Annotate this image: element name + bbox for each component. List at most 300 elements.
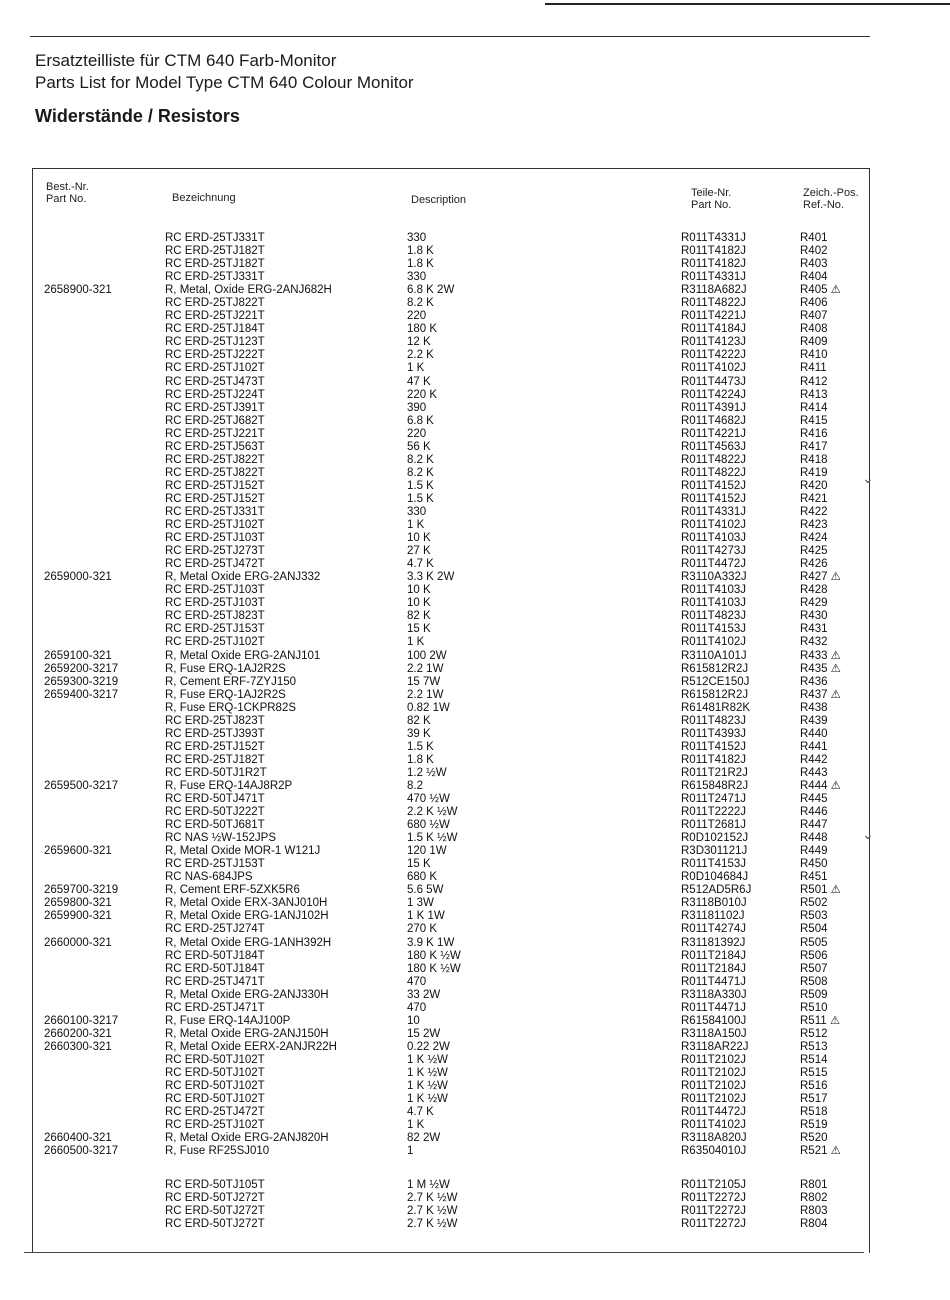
cell-bezeichnung: RC ERD-25TJ822T <box>165 453 265 466</box>
cell-ref-no: R519 <box>800 1119 828 1132</box>
cell-part-no: 2659700-3219 <box>44 884 119 897</box>
cell-bezeichnung: RC ERD-25TJ393T <box>165 727 265 740</box>
cell-teile-nr: R011T2102J <box>681 1067 746 1079</box>
cell-description: 1.8 K <box>407 753 434 766</box>
header-zeich-pos: Zeich.-Pos. <box>803 187 859 199</box>
cell-teile-nr: R011T4123J <box>681 336 746 349</box>
cell-teile-nr: R011T4823J <box>681 610 746 623</box>
header-ref-no <box>803 187 859 211</box>
cell-bezeichnung: RC NAS ½W-152JPS <box>165 832 276 845</box>
cell-part-no <box>44 245 118 258</box>
cell-description: 220 <box>407 310 427 323</box>
cell-description: 6.8 K <box>407 414 434 427</box>
cell-ref-no: R421 <box>800 492 828 505</box>
cell-bezeichnung: RC NAS-684JPS <box>165 871 253 884</box>
cell-bezeichnung: RC ERD-25TJ152T <box>165 479 265 492</box>
cell-part-no <box>44 506 118 519</box>
cell-description: 1 K 1W <box>407 910 445 923</box>
cell-ref-no: R428 <box>800 584 828 597</box>
cell-bezeichnung: RC ERD-50TJ1R2T <box>165 766 267 779</box>
cell-bezeichnung: RC ERD-50TJ272T <box>165 1218 265 1231</box>
cell-ref-no: R411 <box>800 362 827 375</box>
cell-part-no <box>44 519 118 532</box>
cell-ref-no: R503 <box>800 910 828 923</box>
cell-ref-no: R444 ⚠ <box>800 779 841 792</box>
cell-bezeichnung: R, Metal Oxide ERG-2ANJ101 <box>165 649 321 662</box>
cell-ref-no: R437 ⚠ <box>800 688 841 701</box>
cell-teile-nr: R011T4331J <box>681 232 746 244</box>
cell-bezeichnung: RC ERD-25TJ103T <box>165 532 265 545</box>
cell-teile-nr: R011T4473J <box>681 375 746 388</box>
cell-teile-nr: R3118B010J <box>681 897 747 910</box>
cell-description: 10 K <box>407 584 431 597</box>
cell-ref-no: R517 <box>800 1093 828 1106</box>
cell-bezeichnung: RC ERD-25TJ102T <box>165 362 265 375</box>
cell-teile-nr: R011T21R2J <box>681 766 748 779</box>
cell-teile-nr: R011T4563J <box>681 440 746 453</box>
cell-description: 4.7 K <box>407 1106 434 1119</box>
cell-description: 33 2W <box>407 988 441 1001</box>
cell-part-no <box>44 832 118 845</box>
cell-bezeichnung: R, Metal Oxide ERG-2ANJ150H <box>165 1027 329 1040</box>
cell-part-no <box>44 793 118 806</box>
cell-ref-no: R415 <box>800 414 828 427</box>
cell-ref-no: R429 <box>800 597 828 610</box>
cell-description: 0.22 2W <box>407 1040 450 1053</box>
cell-ref-no: R412 <box>800 375 828 388</box>
cell-description: 12 K <box>407 336 431 349</box>
cell-teile-nr: R011T4331J <box>681 271 746 284</box>
cell-description: 82 2W <box>407 1132 441 1145</box>
cell-teile-nr: R61481R82K <box>681 701 751 714</box>
cell-bezeichnung: RC ERD-25TJ222T <box>165 349 265 362</box>
cell-part-no <box>44 271 118 284</box>
cell-bezeichnung: RC ERD-50TJ471T <box>165 793 265 806</box>
cell-ref-no: R450 <box>800 858 828 871</box>
cell-bezeichnung: RC ERD-25TJ152T <box>165 492 265 505</box>
cell-teile-nr: R011T4103J <box>681 532 746 545</box>
cell-ref-no: R436 <box>800 675 828 688</box>
cell-description: 15 2W <box>407 1027 441 1040</box>
cell-teile-nr: R011T4471J <box>681 975 746 988</box>
cell-ref-no: R438 <box>800 701 828 714</box>
cell-part-no: 2658900-321 <box>44 284 112 297</box>
cell-teile-nr: R615812R2J <box>681 688 749 701</box>
cell-description: 8.2 K <box>407 453 434 466</box>
column-ref-no <box>800 232 841 1158</box>
cell-ref-no: R802 <box>800 1192 828 1205</box>
cell-teile-nr: R011T4472J <box>681 1106 746 1119</box>
cell-part-no <box>44 258 118 271</box>
header-bezeichnung: Bezeichnung <box>172 192 236 204</box>
title-german: Ersatzteilliste für CTM 640 Farb-Monitor <box>35 51 337 70</box>
cell-part-no: 2660300-321 <box>44 1040 112 1053</box>
cell-teile-nr: R011T4103J <box>681 584 746 597</box>
cell-teile-nr: R011T2272J <box>681 1205 746 1218</box>
cell-bezeichnung: RC ERD-25TJ274T <box>165 923 265 936</box>
cell-ref-no: R441 <box>800 740 828 753</box>
cell-bezeichnung: RC ERD-25TJ102T <box>165 1119 265 1132</box>
cell-ref-no: R518 <box>800 1106 828 1119</box>
cell-bezeichnung: RC ERD-25TJ331T <box>165 271 265 284</box>
cell-teile-nr: R3118AR22J <box>681 1040 749 1053</box>
cell-teile-nr: R011T4152J <box>681 479 746 492</box>
cell-description: 1 K <box>407 1119 425 1132</box>
cell-ref-no: R420 <box>800 479 828 492</box>
cell-ref-no: R413 <box>800 388 828 401</box>
cell-part-no <box>44 597 118 610</box>
cell-bezeichnung: RC ERD-25TJ822T <box>165 466 265 479</box>
cell-teile-nr: R011T2184J <box>681 962 746 975</box>
cell-part-no <box>44 532 118 545</box>
cell-bezeichnung: RC ERD-25TJ682T <box>165 414 265 427</box>
cell-part-no <box>44 923 118 936</box>
cell-description: 8.2 <box>407 779 423 792</box>
cell-part-no: 2660400-321 <box>44 1132 112 1145</box>
cell-bezeichnung: R, Metal Oxide MOR-1 W121J <box>165 845 321 858</box>
cell-part-no <box>44 402 118 415</box>
cell-teile-nr: R011T4103J <box>681 597 746 610</box>
cell-ref-no: R801 <box>800 1179 828 1191</box>
cell-description: 100 2W <box>407 649 447 662</box>
cell-bezeichnung: RC ERD-25TJ472T <box>165 558 265 571</box>
cell-bezeichnung: RC ERD-25TJ331T <box>165 232 265 244</box>
cell-description: 15 K <box>407 858 431 871</box>
cell-description: 1 K ½W <box>407 1067 448 1079</box>
cell-description: 330 <box>407 271 427 284</box>
cell-bezeichnung: RC ERD-25TJ182T <box>165 753 265 766</box>
cell-part-no <box>44 558 118 571</box>
cell-ref-no: R402 <box>800 245 828 258</box>
cell-bezeichnung: RC ERD-25TJ123T <box>165 336 265 349</box>
cell-part-no <box>44 1002 118 1015</box>
cell-description: 56 K <box>407 440 431 453</box>
cell-part-no <box>44 336 118 349</box>
cell-ref-no: R512 <box>800 1027 828 1040</box>
cell-description: 1.2 ½W <box>407 766 447 779</box>
cell-part-no: 2659800-321 <box>44 897 112 910</box>
cell-description: 5.6 5W <box>407 884 444 897</box>
cell-teile-nr: R011T4182J <box>681 245 746 258</box>
cell-ref-no: R425 <box>800 545 828 558</box>
cell-bezeichnung: RC ERD-25TJ823T <box>165 610 265 623</box>
cell-description: 1 M ½W <box>407 1179 450 1191</box>
cell-part-no <box>44 963 118 976</box>
cell-description: 1.5 K <box>407 740 434 753</box>
cell-description: 1.8 K <box>407 245 434 258</box>
cell-description: 1 K ½W <box>407 1080 448 1093</box>
cell-part-no <box>44 362 118 375</box>
cell-ref-no: R435 ⚠ <box>800 662 841 675</box>
punch-mark-icon: ⌄ <box>862 470 874 486</box>
cell-teile-nr: R011T4102J <box>681 1119 746 1132</box>
cell-teile-nr: R3110A332J <box>681 571 747 584</box>
cell-description: 470 <box>407 975 427 988</box>
cell-part-no <box>44 389 118 402</box>
cell-teile-nr: R011T4472J <box>681 558 746 571</box>
cell-part-no <box>44 441 118 454</box>
cell-bezeichnung: RC ERD-25TJ273T <box>165 545 265 558</box>
cell-part-no <box>44 1067 118 1080</box>
header-teile-nr-de: Teile-Nr. <box>691 187 732 199</box>
cell-description: 2.2 K <box>407 349 434 362</box>
cell-teile-nr: R63504010J <box>681 1145 747 1158</box>
cell-teile-nr: R3110A101J <box>681 649 747 662</box>
cell-teile-nr: R011T2105J <box>681 1179 746 1191</box>
cell-description: 2.7 K ½W <box>407 1218 458 1231</box>
cell-teile-nr: R3D301121J <box>681 845 748 858</box>
cell-teile-nr: R011T4102J <box>681 519 746 532</box>
cell-ref-no: R508 <box>800 975 828 988</box>
top-rule <box>545 3 950 5</box>
cell-bezeichnung: R, Fuse ERQ-14AJ8R2P <box>165 779 293 792</box>
cell-ref-no: R507 <box>800 962 828 975</box>
cell-bezeichnung: RC ERD-25TJ221T <box>165 310 265 323</box>
cell-part-no <box>44 1119 118 1132</box>
cell-part-no: 2659600-321 <box>44 845 112 858</box>
header-teile-nr-en: Part No. <box>691 199 732 211</box>
cell-part-no <box>44 715 118 728</box>
column-bezeichnung-group2 <box>165 1179 265 1231</box>
cell-part-no <box>44 376 118 389</box>
cell-part-no <box>44 989 118 1002</box>
cell-ref-no: R403 <box>800 258 828 271</box>
cell-ref-no: R419 <box>800 466 828 479</box>
cell-bezeichnung: RC ERD-25TJ563T <box>165 440 265 453</box>
cell-ref-no: R426 <box>800 558 828 571</box>
cell-description: 6.8 K 2W <box>407 284 455 297</box>
cell-teile-nr: R011T4224J <box>681 388 746 401</box>
cell-part-no: 2659200-3217 <box>44 662 119 675</box>
cell-description: 1 <box>407 1145 414 1158</box>
cell-teile-nr: R512AD5R6J <box>681 884 752 897</box>
header-description: Description <box>411 194 467 206</box>
cell-teile-nr: R011T4153J <box>681 858 746 871</box>
column-teile-nr-group2 <box>681 1179 746 1231</box>
cell-bezeichnung: R, Metal Oxide ERG-2ANJ332 <box>165 571 321 584</box>
cell-ref-no: R511 ⚠ <box>800 1014 841 1027</box>
cell-part-no <box>44 467 118 480</box>
cell-ref-no: R430 <box>800 610 828 623</box>
cell-ref-no: R509 <box>800 988 828 1001</box>
cell-teile-nr: R011T2102J <box>681 1053 746 1066</box>
cell-description: 2.7 K ½W <box>407 1205 458 1218</box>
cell-teile-nr: R0D104684J <box>681 871 749 884</box>
header-part-no-de: Best.-Nr. <box>46 181 89 193</box>
cell-description: 82 K <box>407 610 431 623</box>
header-part-no-en: Part No. <box>46 193 87 205</box>
cell-ref-no: R514 <box>800 1053 828 1066</box>
column-bezeichnung <box>165 232 337 1158</box>
cell-part-no: 2660000-321 <box>44 936 112 949</box>
cell-teile-nr: R0D102152J <box>681 832 749 845</box>
cell-ref-no: R502 <box>800 897 828 910</box>
cell-bezeichnung: R, Metal Oxide ERG-1ANJ102H <box>165 910 329 923</box>
cell-part-no <box>44 454 118 467</box>
cell-bezeichnung: RC ERD-25TJ182T <box>165 245 265 258</box>
cell-bezeichnung: RC ERD-50TJ184T <box>165 962 265 975</box>
cell-teile-nr: R011T4391J <box>681 401 746 414</box>
cell-description: 1 K <box>407 636 425 649</box>
cell-part-no <box>44 310 118 323</box>
cell-teile-nr: R011T4152J <box>681 740 746 753</box>
cell-description: 2.7 K ½W <box>407 1192 458 1205</box>
cell-ref-no: R405 ⚠ <box>800 284 841 297</box>
cell-bezeichnung: RC ERD-50TJ272T <box>165 1192 265 1205</box>
cell-ref-no: R439 <box>800 714 828 727</box>
cell-bezeichnung: RC ERD-25TJ153T <box>165 623 265 636</box>
cell-teile-nr: R011T4822J <box>681 466 746 479</box>
cell-ref-no: R417 <box>800 440 828 453</box>
cell-description: 0.82 1W <box>407 701 450 714</box>
cell-part-no <box>44 297 118 310</box>
cell-part-no <box>44 819 118 832</box>
cell-ref-no: R447 <box>800 819 828 832</box>
punch-mark-icon: ⌄ <box>862 826 874 842</box>
cell-part-no <box>44 428 118 441</box>
cell-bezeichnung: RC ERD-50TJ102T <box>165 1080 265 1093</box>
cell-bezeichnung: RC ERD-25TJ331T <box>165 505 265 518</box>
cell-ref-no: R504 <box>800 923 828 936</box>
cell-teile-nr: R3118A682J <box>681 284 747 297</box>
cell-bezeichnung: RC ERD-25TJ103T <box>165 584 265 597</box>
cell-teile-nr: R011T4471J <box>681 1001 746 1014</box>
cell-description: 330 <box>407 505 427 518</box>
cell-teile-nr: R615812R2J <box>681 662 749 675</box>
cell-bezeichnung: R, Metal, Oxide ERG-2ANJ682H <box>165 284 332 297</box>
header-rule <box>30 36 870 37</box>
cell-bezeichnung: R, Metal Oxide ERG-2ANJ820H <box>165 1132 329 1145</box>
cell-description: 180 K <box>407 323 438 336</box>
cell-description: 390 <box>407 401 427 414</box>
cell-ref-no: R521 ⚠ <box>800 1145 841 1158</box>
cell-description: 47 K <box>407 375 431 388</box>
cell-ref-no: R449 <box>800 845 828 858</box>
cell-bezeichnung: R, Metal Oxide ERG-1ANH392H <box>165 936 332 949</box>
cell-bezeichnung: RC ERD-50TJ105T <box>165 1179 265 1191</box>
cell-teile-nr: R011T2471J <box>681 793 746 806</box>
column-teile-nr <box>681 232 751 1158</box>
cell-part-no <box>44 545 118 558</box>
cell-bezeichnung: RC ERD-25TJ152T <box>165 740 265 753</box>
cell-ref-no: R423 <box>800 519 828 532</box>
cell-description: 1 K <box>407 362 425 375</box>
cell-teile-nr: R31181102J <box>681 910 745 923</box>
cell-ref-no: R448 <box>800 832 828 845</box>
cell-bezeichnung: RC ERD-25TJ471T <box>165 1001 265 1014</box>
cell-description: 1 K ½W <box>407 1093 448 1106</box>
cell-part-no: 2659900-321 <box>44 910 112 923</box>
cell-description: 1 3W <box>407 897 434 910</box>
cell-ref-no: R443 <box>800 766 828 779</box>
cell-description: 470 <box>407 1001 427 1014</box>
cell-teile-nr: R011T4274J <box>681 923 746 936</box>
cell-description: 10 K <box>407 532 431 545</box>
cell-ref-no: R510 <box>800 1001 828 1014</box>
cell-bezeichnung: R, Fuse RF25SJ010 <box>165 1145 270 1158</box>
cell-bezeichnung: RC ERD-25TJ153T <box>165 858 265 871</box>
cell-part-no <box>44 1080 118 1093</box>
cell-ref-no: R446 <box>800 806 828 819</box>
cell-ref-no: R442 <box>800 753 828 766</box>
cell-part-no <box>44 610 118 623</box>
cell-ref-no: R422 <box>800 505 828 518</box>
cell-part-no <box>44 728 118 741</box>
cell-bezeichnung: RC ERD-25TJ102T <box>165 519 265 532</box>
cell-ref-no: R410 <box>800 349 828 362</box>
cell-ref-no: R408 <box>800 323 828 336</box>
cell-description: 27 K <box>407 545 431 558</box>
cell-bezeichnung: R, Fuse ERQ-14AJ100P <box>165 1014 291 1027</box>
cell-bezeichnung: RC ERD-25TJ823T <box>165 714 265 727</box>
cell-teile-nr: R011T2272J <box>681 1192 746 1205</box>
cell-description: 330 <box>407 232 427 244</box>
cell-teile-nr: R011T4182J <box>681 258 746 271</box>
cell-part-no: 2660500-3217 <box>44 1145 119 1158</box>
cell-description: 10 <box>407 1014 420 1027</box>
cell-description: 180 K ½W <box>407 949 461 962</box>
cell-ref-no: R803 <box>800 1205 828 1218</box>
header-part-no <box>46 181 89 205</box>
cell-teile-nr: R3118A150J <box>681 1027 747 1040</box>
cell-teile-nr: R011T4152J <box>681 492 746 505</box>
cell-description: 39 K <box>407 727 431 740</box>
cell-part-no <box>44 1106 118 1119</box>
cell-teile-nr: R011T4221J <box>681 310 746 323</box>
cell-bezeichnung: RC ERD-50TJ184T <box>165 949 265 962</box>
title-english: Parts List for Model Type CTM 640 Colour Monitor <box>35 73 414 92</box>
cell-description: 2.2 1W <box>407 688 444 701</box>
cell-part-no <box>44 623 118 636</box>
cell-ref-no: R516 <box>800 1080 828 1093</box>
cell-teile-nr: R3118A330J <box>681 988 747 1001</box>
cell-teile-nr: R011T4153J <box>681 623 746 636</box>
cell-ref-no: R506 <box>800 949 828 962</box>
cell-ref-no: R407 <box>800 310 828 323</box>
cell-description: 220 <box>407 427 427 440</box>
cell-bezeichnung: RC ERD-25TJ182T <box>165 258 265 271</box>
cell-part-no: 2659000-321 <box>44 571 112 584</box>
cell-part-no <box>44 702 118 715</box>
cell-part-no <box>44 232 118 245</box>
cell-teile-nr: R011T4823J <box>681 714 746 727</box>
section-heading: Widerstände / Resistors <box>35 106 240 126</box>
cell-teile-nr: R011T2102J <box>681 1093 746 1106</box>
cell-description: 15 7W <box>407 675 441 688</box>
cell-teile-nr: R011T2184J <box>681 949 746 962</box>
cell-part-no <box>44 754 118 767</box>
cell-part-no: 2659300-3219 <box>44 675 119 688</box>
cell-description: 1.8 K <box>407 258 434 271</box>
cell-teile-nr: R011T4221J <box>681 427 746 440</box>
cell-ref-no: R401 <box>800 232 828 244</box>
cell-teile-nr: R011T4331J <box>681 505 746 518</box>
cell-teile-nr: R011T4182J <box>681 753 746 766</box>
cell-part-no <box>44 767 118 780</box>
cell-teile-nr: R011T4102J <box>681 636 746 649</box>
cell-teile-nr: R011T4822J <box>681 297 746 310</box>
cell-description: 3.9 K 1W <box>407 936 455 949</box>
cell-description: 1 K <box>407 519 425 532</box>
cell-part-no <box>44 349 118 362</box>
cell-ref-no: R445 <box>800 793 828 806</box>
cell-ref-no: R513 <box>800 1040 828 1053</box>
cell-part-no: 2659100-321 <box>44 649 112 662</box>
cell-part-no <box>44 584 118 597</box>
cell-description: 8.2 K <box>407 466 434 479</box>
cell-part-no <box>44 415 118 428</box>
cell-bezeichnung: R, Fuse ERQ-1AJ2R2S <box>165 688 286 701</box>
